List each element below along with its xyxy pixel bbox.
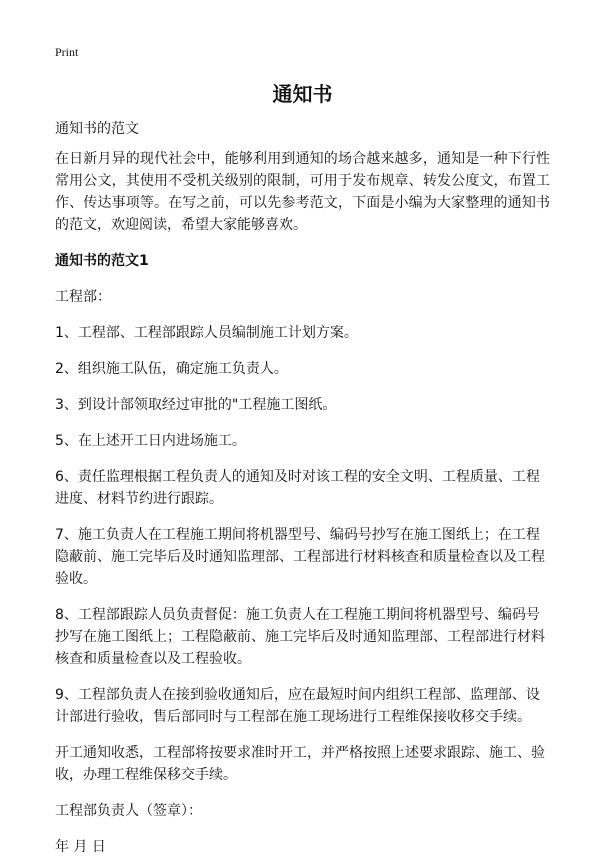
intro-paragraph: 在日新月异的现代社会中，能够利用到通知的场合越来越多，通知是一种下行性常用公文，其使用不受机关级别的限制，可用于发布规章、转发公度文，布置工作、传达事项等。在写之前，可以先参考范文，下面是小编为大家整理的通知书的范文，欢迎阅读，希望大家能够喜欢。 xyxy=(55,151,550,233)
closing-paragraph: 开工通知收悉，工程部将按要求准时开工，并严格按照上述要求跟踪、施工、验收，办理工程维保移交手续。 xyxy=(55,745,545,783)
list-item: 6、责任监理根据工程负责人的通知及时对该工程的安全文明、工程质量、工程进度、材料节约进行跟踪。 xyxy=(55,469,540,507)
signature-line: 工程部负责人（签章）： xyxy=(55,803,202,819)
list-item: 9、工程部负责人在接到验收通知后，应在最短时间内组织工程部、监理部、设计部进行验收，售后部同时与工程部在施工现场进行工程维保接收移交手续。 xyxy=(55,687,540,725)
date-line: 年 月 日 xyxy=(55,839,106,855)
list-item: 7、施工负责人在工程施工期间将机器型号、编码号抄写在施工图纸上；在工程隐蔽前、施工完毕后及时通知监理部、工程部进行材料核查和质量检查以及工程验收。 xyxy=(55,527,545,587)
list-item: 2、组织施工队伍，确定施工负责人。 xyxy=(55,361,288,377)
list-item: 8、工程部跟踪人员负责督促：施工负责人在工程施工期间将机器型号、编码号抄写在施工图纸上；工程隐蔽前、施工完毕后及时通知监理部、工程部进行材料核查和质量检查以及工程验收。 xyxy=(55,607,545,667)
recipient-line: 工程部： xyxy=(55,289,111,305)
document-title: 通知书 xyxy=(272,82,333,106)
document-subtitle: 通知书的范文 xyxy=(55,121,139,137)
list-item: 1、工程部、工程部跟踪人员编制施工计划方案。 xyxy=(55,325,358,341)
section-heading: 通知书的范文1 xyxy=(55,253,149,269)
print-label: Print xyxy=(55,45,79,59)
list-item: 3、到设计部领取经过审批的"工程施工图纸。 xyxy=(55,397,337,413)
list-item: 5、在上述开工日内进场施工。 xyxy=(55,433,246,449)
